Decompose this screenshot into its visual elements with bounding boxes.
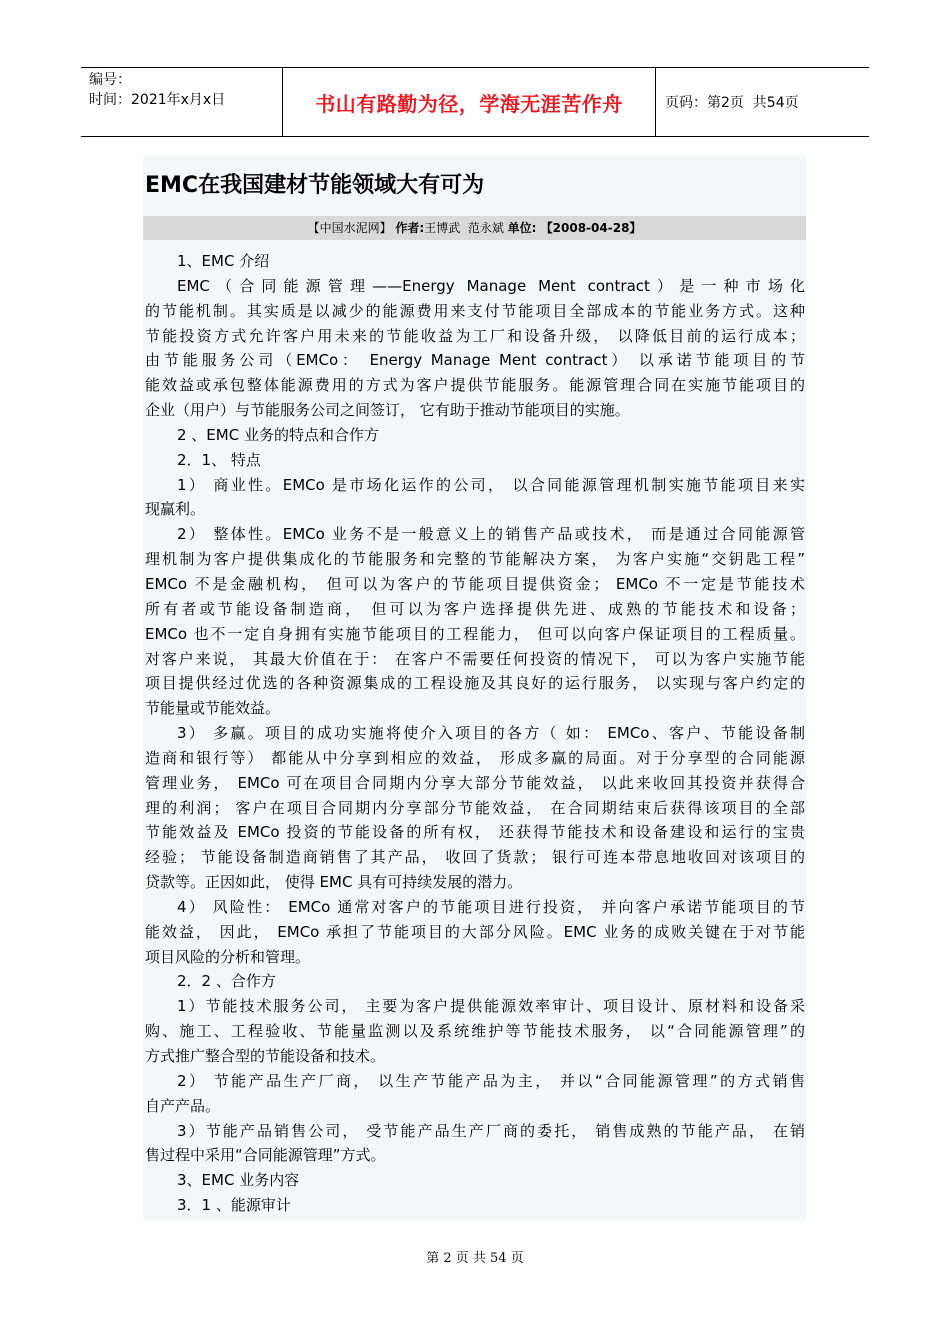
- article-title: EMC在我国建材节能领域大有可为: [145, 173, 485, 198]
- meta-author: 王博武 范永斌: [424, 221, 508, 235]
- body-line: 所有者或节能设备制造商， 但可以为客户选择提供先进、成熟的节能技术和设备；: [145, 599, 805, 618]
- body-line: 现赢利。: [145, 500, 206, 519]
- meta-source: 【中国水泥网】: [307, 221, 396, 235]
- body-line: 节能投资方式允许客户用未来的节能收益为工厂和设备升级， 以降低目前的运行成本；: [145, 326, 805, 345]
- body-line: 对客户来说， 其最大价值在于： 在客户不需要任何投资的情况下， 可以为客户实施节能: [145, 649, 805, 668]
- body-line: 由节能服务公司（EMCo： Energy Manage Ment contract） 以承诺节能项目的节: [145, 351, 805, 370]
- body-line: 1） 商业性。EMCo 是市场化运作的公司， 以合同能源管理机制实施节能项目来实: [177, 475, 805, 494]
- page-footer: 第 2 页 共 54 页: [426, 1251, 524, 1266]
- body-line: 项目提供经过优选的各种资源集成的工程设施及其良好的运行服务， 以实现与客户约定的: [145, 674, 805, 693]
- body-line: 3） 多赢。项目的成功实施将使介入项目的各方（ 如： EMCo、客户、节能设备制: [177, 724, 805, 743]
- body-line: 购、施工、工程验收、节能量监测以及系统维护等节能技术服务， 以“合同能源管理”的: [145, 1022, 805, 1041]
- body-line: 能效益或承包整体能源费用的方式为客户提供节能服务。能源管理合同在实施节能项目的: [145, 376, 805, 395]
- body-line: 项目风险的分析和管理。: [145, 947, 311, 966]
- body-line: 2） 节能产品生产厂商， 以生产节能产品为主， 并以“合同能源管理”的方式销售: [177, 1071, 805, 1090]
- body-line: 2） 整体性。EMCo 业务不是一般意义上的销售产品或技术， 而是通过合同能源管: [177, 525, 805, 544]
- body-line: 能效益， 因此， EMCo 承担了节能项目的大部分风险。EMC 业务的成败关键在于对节能: [145, 922, 805, 941]
- body-line: 2．2 、合作方: [177, 972, 276, 991]
- body-line: 1、EMC 介绍: [177, 252, 270, 270]
- body-line: 2．1、 特点: [177, 450, 261, 469]
- body-line: 节能量或节能效益。: [145, 699, 281, 718]
- body-line: 方式推广整合型的节能设备和技术。: [145, 1047, 386, 1065]
- header-page-info: 页码：第2页 共54页: [665, 95, 799, 111]
- body-line: 3、EMC 业务内容: [177, 1171, 300, 1190]
- doc-date-label: 时间：2021年x月x日: [89, 92, 226, 108]
- body-line: EMCo 不是金融机构， 但可以为客户的节能项目提供资金； EMCo 不一定是节能技术: [145, 574, 805, 593]
- header-info-cell: [81, 68, 283, 136]
- body-line: 节能效益及 EMCo 投资的节能设备的所有权， 还获得节能技术和设备建设和运行的宝贵: [145, 823, 805, 842]
- document-header: [81, 67, 869, 137]
- body-line: 1）节能技术服务公司， 主要为客户提供能源效率审计、项目设计、原材料和设备采: [177, 997, 805, 1016]
- body-line: EMC（合同能源管理——Energy Manage Ment contract）是一种市场化: [177, 276, 805, 295]
- meta-author-label: 作者:: [395, 221, 425, 235]
- body-line: 理机制为客户提供集成化的节能服务和完整的节能解决方案， 为客户实施“交钥匙工程”: [145, 550, 805, 569]
- body-line: 理的利润； 客户在项目合同期内分享部分节能效益， 在合同期结束后获得该项目的全部: [145, 798, 805, 817]
- body-line: 2 、EMC 业务的特点和合作方: [177, 425, 379, 444]
- body-line: 管理业务， EMCo 可在项目合同期内分享大部分节能效益， 以此来收回其投资并获得合: [145, 773, 805, 792]
- body-line: 3．1 、能源审计: [177, 1196, 291, 1215]
- body-line: EMCo 也不一定自身拥有实施节能项目的工程能力， 但可以向客户保证项目的工程质量。: [145, 624, 805, 643]
- article-body: [145, 249, 805, 1218]
- doc-number-label: 编号：: [89, 72, 131, 88]
- article-meta: [143, 216, 806, 240]
- body-line: 自产产品。: [145, 1096, 221, 1115]
- body-line: 贷款等。正因如此， 使得 EMC 具有可持续发展的潜力。: [145, 873, 523, 892]
- body-line: 4） 风险性： EMCo 通常对客户的节能项目进行投资， 并向客户承诺节能项目的节: [177, 897, 805, 916]
- body-line: 经验； 节能设备制造商销售了其产品， 收回了货款； 银行可连本带息地收回对该项目的: [145, 848, 805, 867]
- body-line: 售过程中采用“合同能源管理”方式。: [145, 1146, 386, 1165]
- body-line: 3）节能产品销售公司， 受节能产品生产厂商的委托， 销售成熟的节能产品， 在销: [177, 1121, 805, 1140]
- body-line: 企业（用户）与节能服务公司之间签订， 它有助于推动节能项目的实施。: [145, 401, 630, 420]
- meta-date: 【2008-04-28】: [536, 221, 642, 235]
- meta-unit-label: 单位:: [507, 221, 537, 235]
- body-line: 造商和银行等） 都能从中分享到相应的效益， 形成多赢的局面。对于分享型的合同能源: [145, 748, 805, 767]
- header-motto: 书山有路勤为径，学海无涯苦作舟: [283, 68, 656, 136]
- body-line: 的节能机制。其实质是以减少的能源费用来支付节能项目全部成本的节能业务方式。这种: [145, 301, 805, 320]
